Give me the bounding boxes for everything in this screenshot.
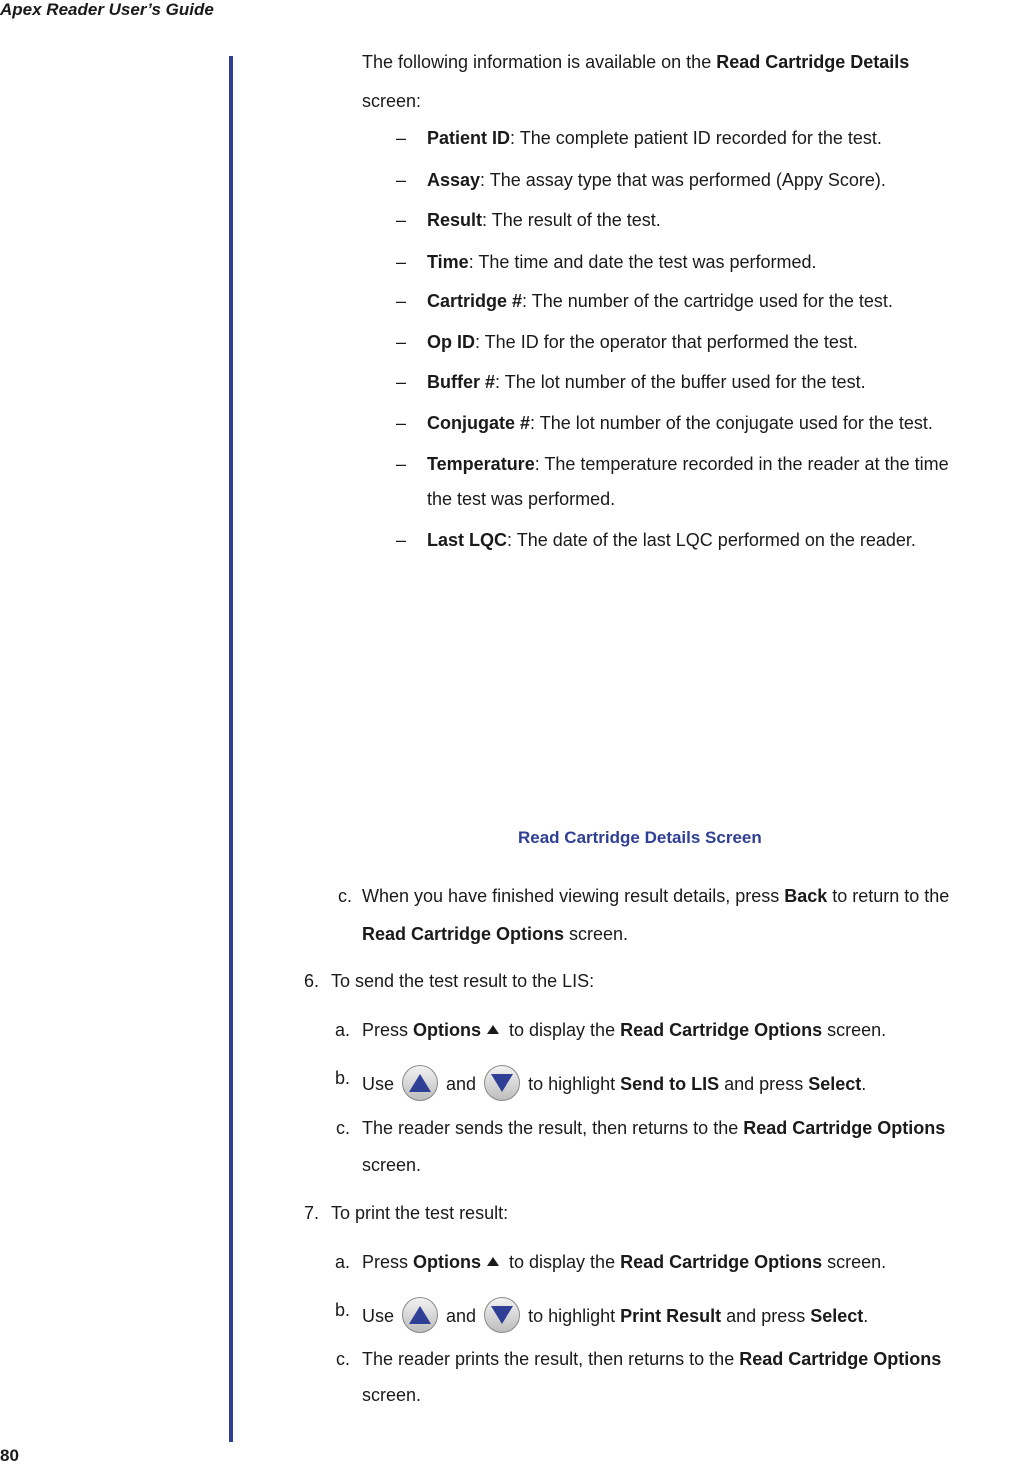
- list-dash: –: [396, 128, 407, 148]
- list-item: Assay: The assay type that was performed (Appy Score).: [427, 170, 886, 190]
- step-marker: a.: [334, 1252, 350, 1272]
- step-text: Press Options to display the Read Cartridge Options screen.: [362, 1020, 887, 1040]
- step-text-continuation: screen.: [362, 1155, 422, 1175]
- list-item-continuation: the test was performed.: [427, 489, 616, 509]
- step-text: The reader sends the result, then returns to the Read Cartridge Options: [362, 1118, 946, 1138]
- list-dash: –: [396, 530, 407, 550]
- step-text: The reader prints the result, then returns to the Read Cartridge Options: [362, 1349, 942, 1369]
- margin-rule: [229, 56, 233, 1442]
- up-button-icon: [402, 1065, 438, 1101]
- intro-line-2: screen:: [362, 91, 422, 111]
- step-text: Use and to highlight Send to LIS and press Select.: [362, 1067, 866, 1103]
- list-item: Buffer #: The lot number of the buffer used for the test.: [427, 372, 866, 392]
- step-text-continuation: screen.: [362, 1385, 422, 1405]
- step-marker: b.: [334, 1300, 350, 1320]
- page-number: 80: [0, 1446, 19, 1465]
- list-dash: –: [396, 210, 407, 230]
- intro-line-1: The following information is available on the Read Cartridge Details: [362, 52, 910, 72]
- step-text: When you have finished viewing result details, press Back to return to the: [362, 886, 950, 906]
- step-marker: c.: [337, 886, 352, 906]
- list-item: Time: The time and date the test was performed.: [427, 252, 817, 272]
- figure-caption: Read Cartridge Details Screen: [518, 828, 762, 847]
- list-item: Last LQC: The date of the last LQC performed on the reader.: [427, 530, 916, 550]
- options-up-arrow-icon: [487, 1257, 499, 1266]
- step-marker: c.: [335, 1118, 350, 1138]
- list-item: Result: The result of the test.: [427, 210, 661, 230]
- options-up-arrow-icon: [487, 1025, 499, 1034]
- step-text: To print the test result:: [331, 1203, 509, 1223]
- step-number: 6.: [303, 971, 319, 991]
- list-item: Op ID: The ID for the operator that performed the test.: [427, 332, 858, 352]
- step-text: Use and to highlight Print Result and press Select.: [362, 1299, 868, 1335]
- down-button-icon: [484, 1297, 520, 1333]
- running-header: Apex Reader User’s Guide: [0, 0, 214, 19]
- list-dash: –: [396, 252, 407, 272]
- step-text: Press Options to display the Read Cartridge Options screen.: [362, 1252, 887, 1272]
- list-dash: –: [396, 332, 407, 352]
- list-dash: –: [396, 291, 407, 311]
- step-marker: a.: [334, 1020, 350, 1040]
- down-button-icon: [484, 1065, 520, 1101]
- list-item: Patient ID: The complete patient ID recorded for the test.: [427, 128, 882, 148]
- step-marker: b.: [334, 1068, 350, 1088]
- list-dash: –: [396, 454, 407, 474]
- list-item: Temperature: The temperature recorded in the reader at the time: [427, 454, 949, 474]
- up-button-icon: [402, 1297, 438, 1333]
- step-text: To send the test result to the LIS:: [331, 971, 595, 991]
- list-item: Cartridge #: The number of the cartridge used for the test.: [427, 291, 893, 311]
- list-dash: –: [396, 170, 407, 190]
- step-number: 7.: [303, 1203, 319, 1223]
- list-dash: –: [396, 413, 407, 433]
- step-text-continuation: Read Cartridge Options screen.: [362, 924, 629, 944]
- list-dash: –: [396, 372, 407, 392]
- step-marker: c.: [335, 1349, 350, 1369]
- list-item: Conjugate #: The lot number of the conjugate used for the test.: [427, 413, 933, 433]
